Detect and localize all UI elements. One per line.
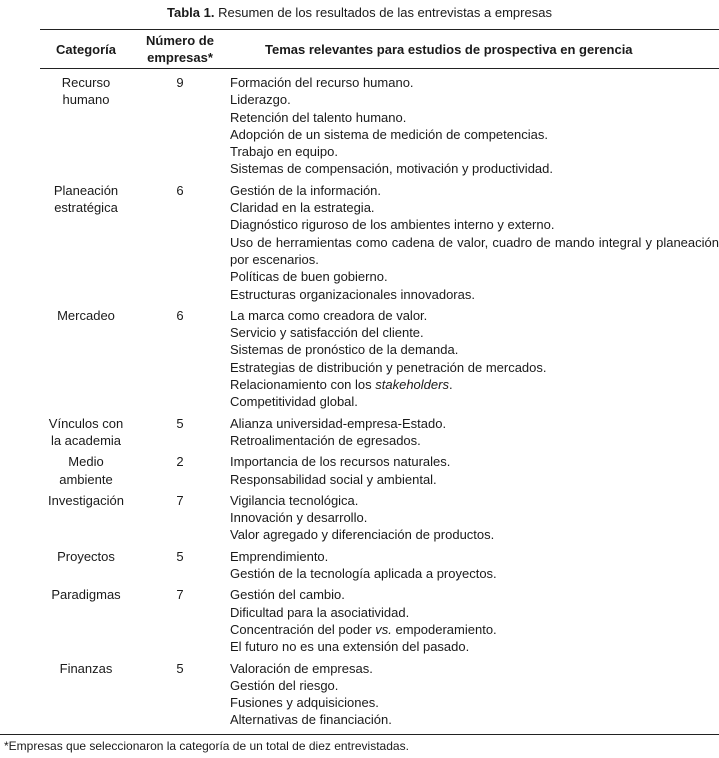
topic-item: Servicio y satisfacción del cliente. [230,325,424,341]
topic-item: Valor agregado y diferenciación de productos. [230,527,495,543]
topic-item: Uso de herramientas como cadena de valor, cuadro de mando integral y planeación por escenarios. [230,234,719,267]
table-caption [0,5,719,20]
table-row [40,488,719,544]
header-count-line2: empresas* [147,50,213,65]
topics-cell [228,303,719,411]
table-row [40,582,719,655]
category-label: Finanzas [59,660,113,676]
count-cell: 5 [176,660,184,676]
header-count-line1: Número de [146,33,214,48]
topic-item: Innovación y desarrollo. [230,510,368,526]
category-cell [40,411,132,450]
topic-item: Vigilancia tecnológica. [230,492,359,508]
header-count [132,30,228,69]
category-label-line2: la academia [50,432,122,448]
category-label: Vínculos con [48,415,124,431]
topic-item: Gestión de la tecnología aplicada a proyectos. [230,566,497,582]
category-cell [40,582,132,655]
topic-item: Competitividad global. [230,394,358,410]
topic-text: Relacionamiento con los [230,377,376,393]
topics-cell [228,544,719,583]
table-body [40,69,719,729]
topic-text: Concentración del poder [230,621,376,637]
caption-label: Tabla 1. [167,5,215,20]
topics-cell [228,656,719,729]
topic-item: Alternativas de financiación. [230,712,392,728]
category-label: Medio [68,454,104,470]
topic-emphasis: stakeholders [375,377,449,393]
category-cell [40,488,132,544]
topic-item: Sistemas de pronóstico de la demanda. [230,342,459,358]
topic-item: Emprendimiento. [230,548,329,564]
bottom-rule [0,734,719,735]
topic-item: Gestión de la información. [230,182,382,198]
category-label: Recurso [61,75,111,90]
topic-item: Trabajo en equipo. [230,144,338,160]
topics-cell [228,411,719,450]
count-cell: 6 [176,182,184,198]
category-cell [40,449,132,488]
table-row [40,178,719,303]
topic-item [230,376,719,393]
topic-item: Estructuras organizacionales innovadoras. [230,286,475,302]
topic-item: Políticas de buen gobierno. [230,269,388,285]
count-cell: 9 [176,75,184,90]
category-cell [40,544,132,583]
topics-cell [228,178,719,303]
topic-item: Diagnóstico riguroso de los ambientes interno y externo. [230,217,555,233]
count-cell: 5 [176,548,184,564]
header-topics: Temas relevantes para estudios de prospectiva en gerencia [265,41,633,57]
count-cell: 6 [176,307,184,323]
results-table [40,29,719,729]
topic-text: . [448,377,453,393]
category-cell [40,178,132,303]
category-label-line2: humano [62,92,110,108]
topic-item: Liderazgo. [230,92,291,108]
count-cell: 5 [176,415,184,431]
topic-item: Retención del talento humano. [230,109,407,125]
topics-cell [228,582,719,655]
topic-item [230,621,719,638]
count-cell: 7 [176,492,184,508]
topic-item: Alianza universidad-empresa-Estado. [230,415,447,431]
table-row [40,411,719,450]
category-label: Mercadeo [57,307,115,323]
topics-cell [228,488,719,544]
topic-item: Retroalimentación de egresados. [230,432,421,448]
topic-item: Gestión del riesgo. [230,677,339,693]
caption-text: Resumen de los resultados de las entrevistas a empresas [218,5,552,20]
table-row [40,303,719,411]
category-label: Investigación [48,492,124,508]
table-row [40,656,719,729]
category-label: Paradigmas [51,587,121,603]
footnote: *Empresas que seleccionaron la categoría de un total de diez entrevistadas. [4,739,409,753]
category-label: Proyectos [57,548,115,564]
topic-item: Claridad en la estrategia. [230,200,375,216]
count-cell: 7 [176,587,184,603]
table-row [40,544,719,583]
topic-item: Formación del recurso humano. [230,75,414,90]
category-label: Planeación [53,182,119,198]
topic-item: Dificultad para la asociatividad. [230,604,410,620]
topics-cell [228,449,719,488]
topic-item: Estrategias de distribución y penetración de mercados. [230,359,547,375]
topic-item: Gestión del cambio. [230,587,345,603]
count-cell: 2 [176,454,184,470]
category-cell [40,69,132,178]
topic-item: Importancia de los recursos naturales. [230,454,451,470]
topic-item: Adopción de un sistema de medición de competencias. [230,126,548,142]
topic-item: La marca como creadora de valor. [230,307,428,323]
topic-emphasis: vs. [375,621,392,637]
category-label-line2: ambiente [59,471,113,487]
topic-item: Responsabilidad social y ambiental. [230,471,437,487]
topic-item: Valoración de empresas. [230,660,373,676]
header-row [40,30,719,69]
table-row [40,69,719,178]
category-cell [40,656,132,729]
category-cell [40,303,132,411]
topic-item: El futuro no es una extensión del pasado. [230,639,470,655]
category-label-line2: estratégica [54,200,118,216]
topics-cell [228,69,719,178]
topic-item: Fusiones y adquisiciones. [230,695,379,711]
header-category: Categoría [56,41,116,57]
topic-text: empoderamiento. [391,621,497,637]
topic-item: Sistemas de compensación, motivación y productividad. [230,161,553,177]
table-row [40,449,719,488]
